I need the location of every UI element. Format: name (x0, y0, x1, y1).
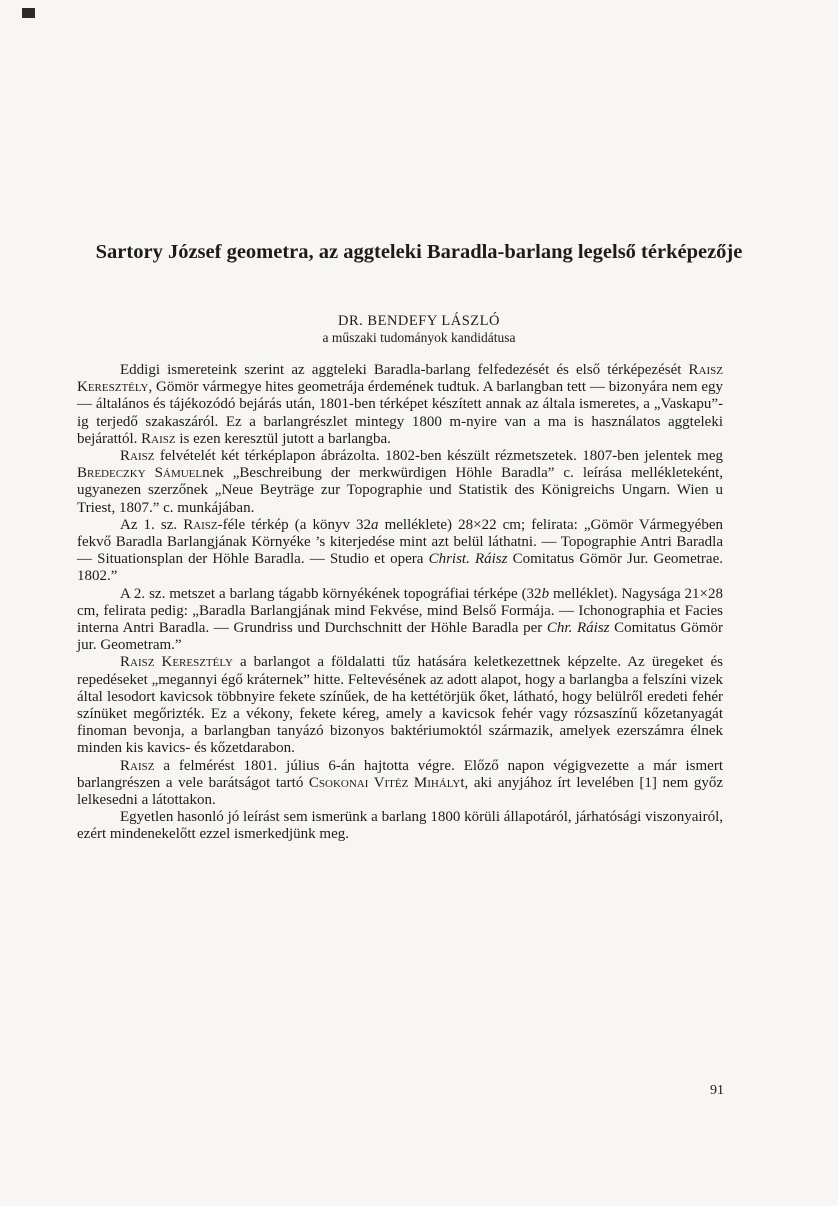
article-body (77, 362, 723, 844)
author-affiliation: a műszaki tudományok kandidátusa (322, 330, 516, 345)
paragraph-7: Egyetlen hasonló jó leírást sem ismerünk a barlang 1800 körüli állapotáról, járhatósági viszonyairól, ezért mindenekelőtt ezzel ismerkedjünk meg. (77, 809, 723, 843)
paragraph-1: Eddigi ismereteink szerint az aggteleki Baradla-barlang felfedezését és első térképezését Raisz Keresztély, Gömör vármegye hites geometrája érdemének tudtuk. A barlangban tett — bizonyára nem egy — általános és tájékozódó bejárás után, 1801-ben térképet készített annak az általa ismeretes, a „Vaskapu”-ig terjedő szakaszáról. Ez a barlangrészlet mintegy 1800 m-nyire van a ma is használatos aggteleki bejárattól. Raisz is ezen keresztül jutott a barlangba. (77, 362, 723, 447)
scan-corner-mark (22, 8, 35, 18)
paragraph-5: Raisz Keresztély a barlangot a földalatti tűz hatására keletkezettnek képzelte. Az üregeket és repedéseket „megannyi égő kráternek” hitte. Feltevésének az adott alapot, hogy a barlangba a felszíni vizek által lesodort kavicsok többnyire fekete színűek, de ha kettétörjük őket, látható, hogy belülről eredeti fehér színüket megőrizték. Ez a vékony, fekete kéreg, amely a kavicsok fehér vagy rózsaszínű kőzetanyagát finoman bevonja, a barlangban tanyázó bizonyos baktériumoktól származik, amelyek ezerszámra élnek minden kis kavics- és kőzetdarabon. (77, 654, 723, 757)
paragraph-6: Raisz a felmérést 1801. július 6-án hajtotta végre. Előző napon végigvezette a már ismert barlangrészen a vele barátságot tartó Csokonai Vitéz Mihályt, aki anyjához írt levelében [1] nem győz lelkesedni a látottakon. (77, 757, 723, 809)
page-number: 91 (710, 1083, 724, 1098)
paragraph-4: A 2. sz. metszet a barlang tágabb környékének topográfiai térképe (32b melléklet). Nagysága 21×28 cm, felirata pedig: „Baradla Barlangjának mind Fekvése, mind Belső Formája. — Ichonographia et Facies interna Antri Baradla. — Grundriss und Durchschnitt der Höhle Baradla per Chr. Ráisz Comitatus Gömör jur. Geometram.” (77, 585, 724, 654)
paragraph-3: Az 1. sz. Raisz-féle térkép (a könyv 32a melléklete) 28×22 cm; felirata: „Gömör Vármegyében fekvő Baradla Barlangjának Környéke ’s kiterjedése mint azt belül láthatni. — Topographie Antri Baradla — Situationsplan der Höhle Baradla. — Studio et opera Christ. Ráisz Comitatus Gömör Jur. Geometrae. 1802.” (77, 516, 723, 585)
author-name: DR. BENDEFY LÁSZLÓ (338, 313, 500, 329)
paragraph-2: Raisz felvételét két térképlapon ábrázolta. 1802-ben készült rézmetszetek. 1807-ben jelentek meg Bredeczky Sámuelnek „Beschreibung der merkwürdigen Höhle Baradla” c. leírása mellékleteként, ugyanezen szerzőnek „Neue Beyträge zur Topographie und Statistik des Königreichs Ungarn. Wien u Triest, 1807.” c. munkájában. (77, 448, 723, 516)
article-title: Sartory József geometra, az aggteleki Baradla-barlang legelső térképezője (95, 241, 743, 263)
